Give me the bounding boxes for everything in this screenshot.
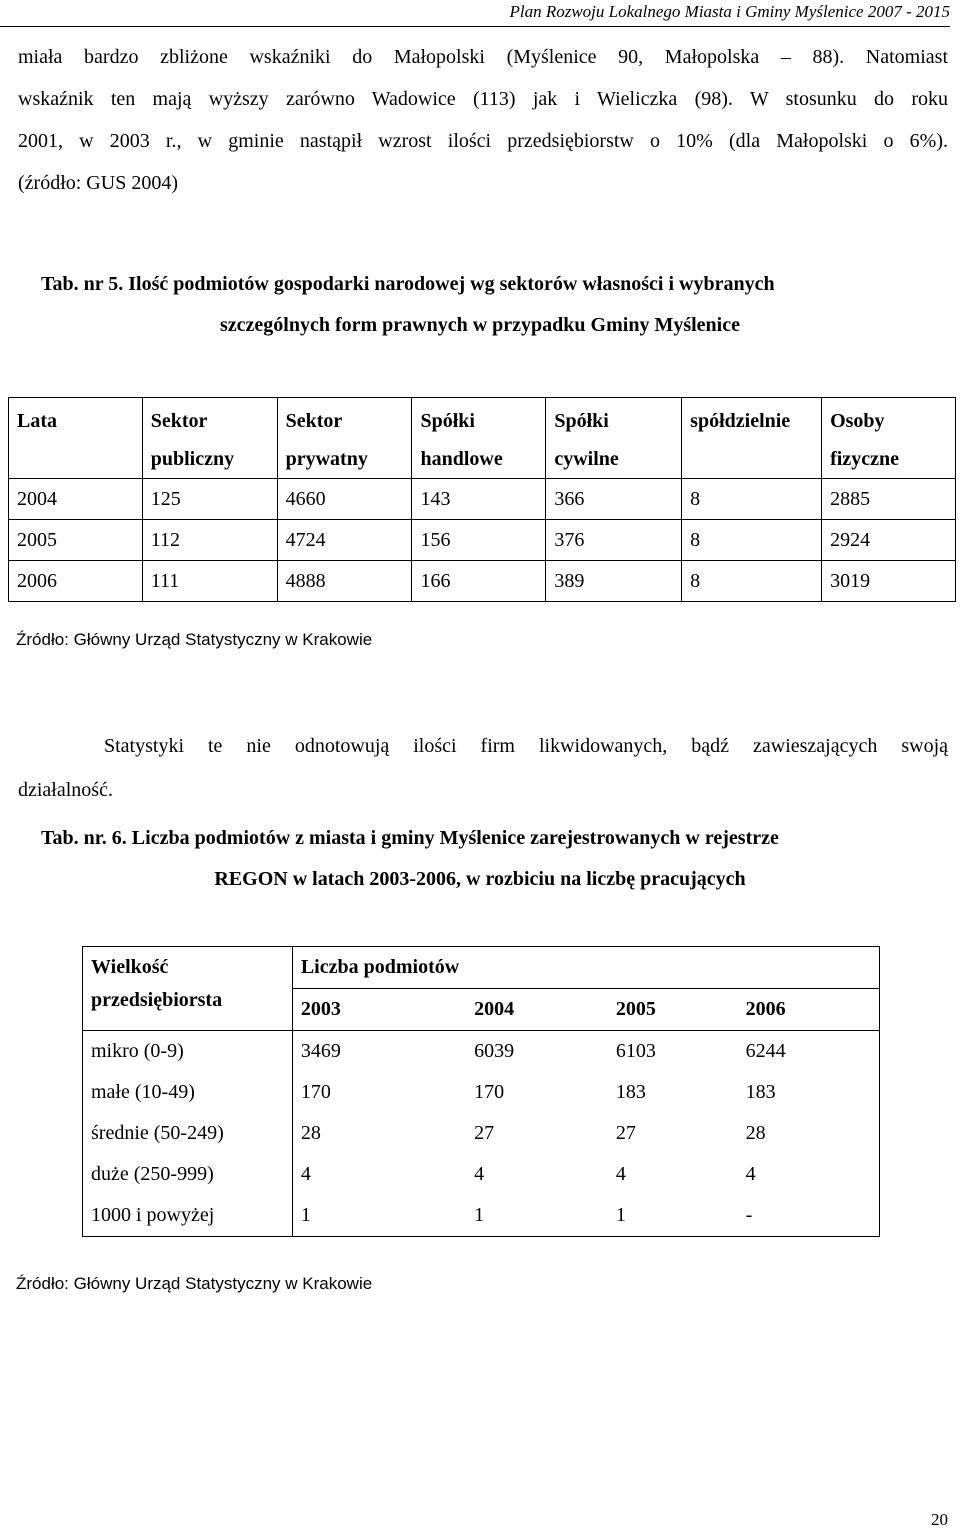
table-cell: 3469 xyxy=(292,1031,466,1073)
table-cell: 2004 xyxy=(9,479,143,520)
running-header: Plan Rozwoju Lokalnego Miasta i Gminy Myślenice 2007 - 2015 xyxy=(0,0,950,27)
table-cell: 1 xyxy=(474,1204,485,1226)
table-cell: 4 xyxy=(615,1163,626,1185)
table2-year-cell: 2006 xyxy=(738,989,880,1031)
table-cell: 2005 xyxy=(9,520,143,561)
table1-header-cell: prywatny xyxy=(277,440,412,479)
table-row xyxy=(83,1154,880,1195)
page-number: 20 xyxy=(931,1510,948,1529)
table1-header-cell: Spółki xyxy=(546,398,682,441)
table-cell: 4 xyxy=(300,1163,311,1185)
table-cell: 6039 xyxy=(466,1031,608,1073)
table-cell: 1000 i powyżej xyxy=(83,1195,293,1237)
table1-header-cell: Sektor xyxy=(142,398,277,441)
table1-source: Źródło: Główny Urząd Statystyczny w Krakowie xyxy=(16,630,373,649)
table1-header-cell xyxy=(9,440,143,479)
table1-sectors xyxy=(8,397,956,602)
table-cell: 4 xyxy=(745,1163,756,1185)
table2-header-cell: przedsiębiorsta xyxy=(83,989,293,1031)
table-cell: 4888 xyxy=(277,561,412,602)
table-cell: 2924 xyxy=(822,520,956,561)
table-cell: 27 xyxy=(474,1122,495,1144)
table-cell: 389 xyxy=(546,561,682,602)
table-cell: 4660 xyxy=(277,479,412,520)
table1-header-cell xyxy=(682,440,822,479)
table2-year-cell: 2004 xyxy=(466,989,608,1031)
table-cell: 170 xyxy=(300,1081,331,1103)
table-cell: 376 xyxy=(546,520,682,561)
table-row xyxy=(83,1113,880,1154)
table-cell: małe (10-49) xyxy=(83,1072,293,1113)
table-cell: 2006 xyxy=(9,561,143,602)
table2-header-row xyxy=(83,989,880,1031)
table1-header-cell: cywilne xyxy=(546,440,682,479)
table2-source: Źródło: Główny Urząd Statystyczny w Krakowie xyxy=(16,1274,373,1293)
table2-header-row xyxy=(83,947,880,989)
paragraph-line: (źródło: GUS 2004) xyxy=(18,172,178,194)
table-cell: średnie (50-249) xyxy=(83,1113,293,1154)
table1-header-cell: Osoby xyxy=(822,398,956,441)
table-cell: 143 xyxy=(412,479,546,520)
table-cell: 170 xyxy=(474,1081,505,1103)
table-cell: 4 xyxy=(474,1163,485,1185)
paragraph-line: miała bardzo zbliżone wskaźniki do Małopolski (Myślenice 90, Małopolska – 88). Natomiast xyxy=(18,46,948,68)
table2-caption-line2: REGON w latach 2003-2006, w rozbiciu na liczbę pracujących xyxy=(214,868,746,890)
table1-header-row xyxy=(9,440,956,479)
table-cell: duże (250-999) xyxy=(83,1154,293,1195)
table-cell: 1 xyxy=(615,1204,626,1226)
table-cell: - xyxy=(745,1204,753,1226)
table1-header-row xyxy=(9,398,956,441)
table-cell: 183 xyxy=(745,1081,776,1103)
table-cell: 125 xyxy=(142,479,277,520)
table-cell: mikro (0-9) xyxy=(83,1031,293,1073)
table-cell: 183 xyxy=(615,1081,646,1103)
table-row xyxy=(9,479,956,520)
paragraph-line: 2001, w 2003 r., w gminie nastąpił wzrost ilości przedsiębiorstw o 10% (dla Małopolski o 6%). xyxy=(18,130,948,152)
table-cell: 8 xyxy=(682,520,822,561)
table-cell: 4724 xyxy=(277,520,412,561)
table1-header-cell: spółdzielnie xyxy=(682,398,822,441)
table-row xyxy=(9,520,956,561)
paragraph-note xyxy=(18,724,948,812)
table-cell: 156 xyxy=(412,520,546,561)
table1-header-cell: Sektor xyxy=(277,398,412,441)
table-cell: 8 xyxy=(682,479,822,520)
table1-header-cell: fizyczne xyxy=(822,440,956,479)
table2-year-cell: 2005 xyxy=(608,989,738,1031)
table1-caption xyxy=(0,264,960,346)
table-cell: 2885 xyxy=(822,479,956,520)
table-row xyxy=(83,1072,880,1113)
table-cell: 366 xyxy=(546,479,682,520)
paragraph-line: Statystyki te nie odnotowują ilości firm likwidowanych, bądź zawieszających swoją xyxy=(104,735,948,757)
table-cell: 111 xyxy=(142,561,277,602)
paragraph-intro xyxy=(18,36,948,204)
table-cell: 3019 xyxy=(822,561,956,602)
table2-year-cell: 2003 xyxy=(292,989,466,1031)
table2-caption xyxy=(0,818,960,900)
table-cell: 28 xyxy=(300,1122,321,1144)
table-cell: 6244 xyxy=(738,1031,880,1073)
table1-header-cell: Spółki xyxy=(412,398,546,441)
table-cell: 27 xyxy=(615,1122,636,1144)
table-cell: 28 xyxy=(745,1122,766,1144)
table-cell: 112 xyxy=(142,520,277,561)
table-cell: 8 xyxy=(682,561,822,602)
table2-regon xyxy=(82,946,880,1237)
table-cell: 166 xyxy=(412,561,546,602)
paragraph-line: wskaźnik ten mają wyższy zarówno Wadowice (113) jak i Wieliczka (98). W stosunku do roku xyxy=(18,88,948,110)
table-row xyxy=(9,561,956,602)
table-row xyxy=(83,1195,880,1237)
table1-header-cell: publiczny xyxy=(142,440,277,479)
table2-caption-line1: Tab. nr. 6. Liczba podmiotów z miasta i gminy Myślenice zarejestrowanych w rejestrze xyxy=(41,827,779,849)
table-cell: 1 xyxy=(300,1204,311,1226)
table2-header-group: Liczba podmiotów xyxy=(300,956,460,978)
table1-header-cell: handlowe xyxy=(412,440,546,479)
table-row xyxy=(83,1031,880,1073)
table1-caption-line1: Tab. nr 5. Ilość podmiotów gospodarki narodowej wg sektorów własności i wybranych xyxy=(41,273,775,295)
table1-caption-line2: szczególnych form prawnych w przypadku Gminy Myślenice xyxy=(220,314,740,336)
table1-header-cell: Lata xyxy=(9,398,143,441)
table-cell: 6103 xyxy=(608,1031,738,1073)
table2-header-cell: Wielkość xyxy=(83,947,293,989)
paragraph-line: działalność. xyxy=(18,779,113,801)
